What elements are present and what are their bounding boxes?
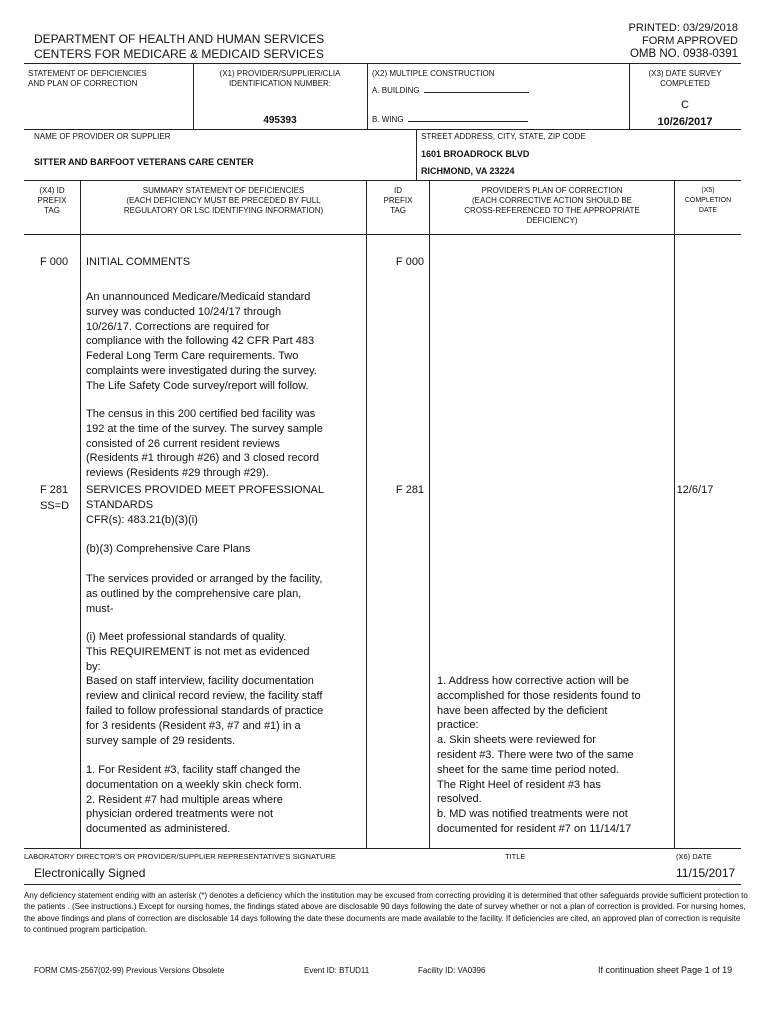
plan-header-1: PROVIDER'S PLAN OF CORRECTION xyxy=(481,186,623,195)
provider-name-label: NAME OF PROVIDER OR SUPPLIER xyxy=(34,132,171,141)
x5-header-1: (X5) xyxy=(701,187,715,194)
building-blank xyxy=(424,92,529,93)
census-paragraph: The census in this 200 certified bed facility was 192 at the time of the survey. The survey sample consisted of 26 current resident reviews (Residents #1 through #26) and 3 closed record reviews (Residents #29 through #29). xyxy=(86,408,323,480)
rule-v-col-2 xyxy=(366,180,367,848)
tag-f281-left: F 281 xyxy=(40,484,69,496)
statement-label-2: AND PLAN OF CORRECTION xyxy=(28,79,138,88)
dept-line-1: DEPARTMENT OF HEALTH AND HUMAN SERVICES xyxy=(34,32,325,46)
x1-label-1: (X1) PROVIDER/SUPPLIER/CLIA xyxy=(219,69,341,78)
requirement-paragraph: (i) Meet professional standards of quality. This REQUIREMENT is not met as evidenced by: Based on staff interview, facility documentation review and clinical record review, the facility staff failed to follow professional standards of practice for 3 residents (Resident #3, #7 and #1) in a survey sample of 29 residents. xyxy=(86,631,324,747)
plan-header-2: (EACH CORRECTIVE ACTION SHOULD BE xyxy=(471,196,633,205)
id-header-3: TAG xyxy=(390,206,406,215)
summary-header-2: (EACH DEFICIENCY MUST BE PRECEDED BY FULL xyxy=(126,196,321,205)
x5-header-3: DATE xyxy=(698,207,718,214)
rule-v-row1-c xyxy=(629,63,630,129)
summary-header-3: REGULATORY OR LSC IDENTIFYING INFORMATION) xyxy=(123,206,324,215)
survey-completed-date: 10/26/2017 xyxy=(657,116,713,128)
services-paragraph: The services provided or arranged by the facility, as outlined by the comprehensive care plan, must- xyxy=(86,573,323,615)
x4-header-3: TAG xyxy=(44,206,60,215)
x4-header-2: PREFIX xyxy=(37,196,67,205)
form-number: FORM CMS-2567(02-99) Previous Versions Obsolete xyxy=(34,966,225,975)
f281-heading: SERVICES PROVIDED MEET PROFESSIONAL STANDARDS CFR(s): 483.21(b)(3)(i) xyxy=(86,484,324,526)
x4-header-1: (X4) ID xyxy=(39,186,65,195)
address-line-2: RICHMOND, VA 23224 xyxy=(421,166,515,176)
rule-v-row1-b xyxy=(367,63,368,129)
x5-header-2: COMPLETION xyxy=(684,197,732,204)
x3-label xyxy=(633,69,737,89)
id-header xyxy=(367,186,429,216)
rule-columns-bottom xyxy=(24,234,741,235)
x3-label-1: (X3) DATE SURVEY xyxy=(648,69,722,78)
rule-v-col-1 xyxy=(80,180,81,848)
page-continuation: If continuation sheet Page 1 of 19 xyxy=(598,965,733,975)
title-label: TITLE xyxy=(505,852,526,861)
tag-f000-left: F 000 xyxy=(40,256,69,268)
disclosure-note: Any deficiency statement ending with an asterisk (*) denotes a deficiency which the institution may be excused from correcting providing it is determined that other safeguards provide sufficient protection to the patients . (See instructions.) Except for nursing homes, the findings stated above are disclosable 90 days following the date of survey whether or not a plan of correction is provided. For nursing homes, the above findings and plans of correction are disclosable 14 days following the date these documents are made available to the facility. If deficiencies are cited, an approved plan of correction is requisite to continued program participation. xyxy=(24,891,748,934)
x1-label xyxy=(197,69,363,89)
completion-date: 12/6/17 xyxy=(676,484,714,496)
x3-code: C xyxy=(681,99,689,111)
x4-header xyxy=(24,186,80,216)
facility-id: Facility ID: VA0396 xyxy=(418,966,486,975)
provider-name: SITTER AND BARFOOT VETERANS CARE CENTER xyxy=(34,157,254,167)
rule-v-col-3 xyxy=(429,180,430,848)
rule-v-row2 xyxy=(416,129,417,180)
rule-body-bottom xyxy=(24,848,741,849)
x5-header xyxy=(675,186,741,216)
building-field xyxy=(372,86,529,96)
omb-number: OMB NO. 0938-0391 xyxy=(629,48,738,60)
summary-header-1: SUMMARY STATEMENT OF DEFICIENCIES xyxy=(142,186,305,195)
initial-comments-heading: INITIAL COMMENTS xyxy=(86,256,191,268)
form-approval-header xyxy=(629,22,738,61)
tag-f281-right: F 281 xyxy=(395,484,425,496)
x1-label-2: IDENTIFICATION NUMBER: xyxy=(228,79,332,88)
plan-header-4: DEFICIENCY) xyxy=(526,216,578,225)
plan-header xyxy=(430,186,674,226)
rule-v-col-4 xyxy=(674,180,675,848)
event-id: Event ID: BTUD11 xyxy=(304,966,370,975)
plan-header-3: CROSS-REFERENCED TO THE APPROPRIATE xyxy=(464,206,640,215)
rule-v-row1-a xyxy=(193,63,194,129)
care-plans-paragraph: (b)(3) Comprehensive Care Plans xyxy=(86,543,251,555)
rule-signature-bottom xyxy=(24,884,741,885)
dept-line-2: CENTERS FOR MEDICARE & MEDICAID SERVICES xyxy=(34,47,324,61)
summary-header xyxy=(81,186,366,216)
signature-date: 11/15/2017 xyxy=(676,866,736,880)
address-label: STREET ADDRESS, CITY, STATE, ZIP CODE xyxy=(421,132,586,141)
provider-id-number: 495393 xyxy=(263,115,297,126)
signature-label: LABORATORY DIRECTOR'S OR PROVIDER/SUPPLIER REPRESENTATIVE'S SIGNATURE xyxy=(24,852,336,861)
building-label: A. BUILDING xyxy=(372,86,420,95)
x3-label-2: COMPLETED xyxy=(660,79,710,88)
x6-date-label: (X6) DATE xyxy=(676,852,712,861)
id-header-1: ID xyxy=(394,186,402,195)
form-approved: FORM APPROVED xyxy=(642,35,738,47)
statement-label-1: STATEMENT OF DEFICIENCIES xyxy=(28,69,147,78)
signature-value: Electronically Signed xyxy=(34,866,146,880)
wing-label: B. WING xyxy=(372,115,404,124)
survey-paragraph: An unannounced Medicare/Medicaid standard survey was conducted 10/24/17 through 10/26/17. Corrections are required for compliance with the following 42 CFR Part 483 Federal Long Term Care requirements. Two complaints were investigated during the survey. The Life Safety Code survey/report will follow. xyxy=(86,291,317,392)
wing-field xyxy=(372,115,528,125)
department-header xyxy=(34,32,324,62)
findings-paragraph: 1. For Resident #3, facility staff changed the documentation on a weekly skin check form. 2. Resident #7 had multiple areas where physician ordered treatments were not documented as administered. xyxy=(86,764,302,836)
rule-row1-bottom xyxy=(24,129,741,130)
x2-label: (X2) MULTIPLE CONSTRUCTION xyxy=(372,69,495,78)
wing-blank xyxy=(408,121,528,122)
tag-f000-right: F 000 xyxy=(395,256,425,268)
statement-label xyxy=(28,69,147,89)
tag-scope-severity: SS=D xyxy=(40,500,70,512)
plan-of-correction-text: 1. Address how corrective action will be accomplished for those residents found to have been affected by the deficient practice: a. Skin sheets were reviewed for resident #3. There were two of the same sheet for the same time period noted. The Right Heel of resident #3 has resolved. b. MD was notified treatments were not documented for resident #7 on 11/14/17 xyxy=(437,675,641,835)
address-line-1: 1601 BROADROCK BLVD xyxy=(421,149,530,159)
rule-row2-bottom xyxy=(24,180,741,181)
rule-top xyxy=(24,63,741,64)
printed-date: PRINTED: 03/29/2018 xyxy=(628,22,738,34)
id-header-2: PREFIX xyxy=(383,196,413,205)
